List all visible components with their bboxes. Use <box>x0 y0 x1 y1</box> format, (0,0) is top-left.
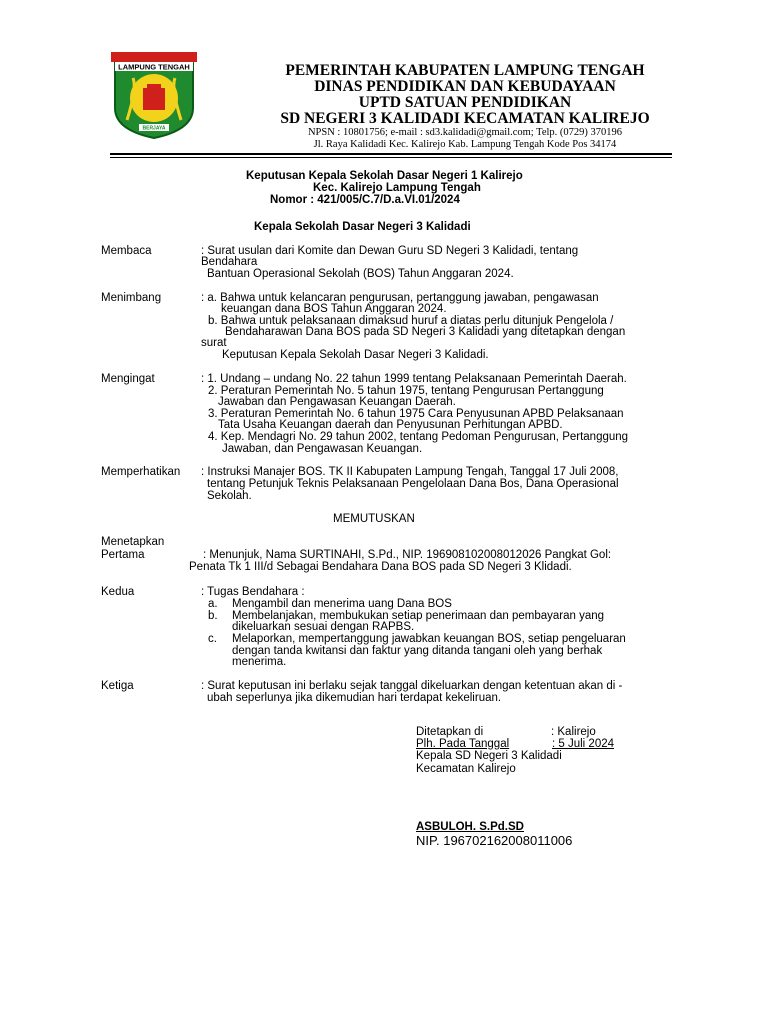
header-contact: NPSN : 10801756; e-mail : sd3.kalidadi@gmail.com; Telp. (0729) 370196 <box>307 127 623 138</box>
pertama-line: Penata Tk 1 III/d Sebagai Bendahara Dana BOS pada SD Negeri 3 Klidadi. <box>189 561 572 573</box>
membaca-line: : Surat usulan dari Komite dan Dewan Guru SD Negeri 3 Kalidadi, tentang <box>201 245 579 257</box>
lampung-tengah-logo <box>107 48 201 140</box>
menimbang-line: Keputusan Kepala Sekolah Dasar Negeri 3 Kalidadi. <box>222 349 489 361</box>
menimbang-line: b. Bahwa untuk pelaksanaan dimaksud huruf a diatas perlu ditunjuk Pengelola / <box>208 315 614 327</box>
kedua-item-line: Mengambil dan menerima uang Dana BOS <box>232 598 452 610</box>
signatory-nip: NIP. 196702162008011006 <box>416 833 573 848</box>
title-line2: Kec. Kalirejo Lampung Tengah <box>313 182 481 194</box>
header-line1: PEMERINTAH KABUPATEN LAMPUNG TENGAH <box>285 62 645 79</box>
kedua-item-line: Membelanjakan, membukukan setiap penerimaan dan pembayaran yang <box>232 610 605 622</box>
ketiga-label: Ketiga <box>101 680 134 692</box>
title-line1: Keputusan Kepala Sekolah Dasar Negeri 1 Kalirejo <box>246 170 523 182</box>
ketiga-line: : Surat keputusan ini berlaku sejak tanggal dikeluarkan dengan ketentuan akan di - <box>201 680 623 692</box>
tanggal-label: Plh. Pada Tanggal <box>416 738 510 750</box>
header-address: Jl. Raya Kalidadi Kec. Kalirejo Kab. Lampung Tengah Kode Pos 34174 <box>313 139 617 150</box>
menimbang-line: surat <box>201 337 227 349</box>
kedua-intro: : Tugas Bendahara : <box>201 586 305 598</box>
header-divider-thick <box>110 153 672 155</box>
mengingat-line: Tata Usaha Keuangan daerah dan Penyusunan Perhitungan APBD. <box>218 419 563 431</box>
position-line2: Kecamatan Kalirejo <box>416 763 516 775</box>
position-line1: Kepala SD Negeri 3 Kalidadi <box>416 750 562 762</box>
memperhatikan-line: Sekolah. <box>207 490 252 502</box>
header-divider-thin <box>110 157 672 158</box>
memutuskan-heading: MEMUTUSKAN <box>333 513 415 525</box>
memperhatikan-label: Memperhatikan <box>101 466 181 478</box>
memperhatikan-line: tentang Petunjuk Teknis Pelaksanaan Pengelolaan Dana Bos, Dana Operasional <box>207 478 619 490</box>
tanggal-row <box>416 738 614 750</box>
kedua-item-mark: c. <box>208 633 217 645</box>
menimbang-label: Menimbang <box>101 292 162 304</box>
kedua-item-line: Melaporkan, mempertanggung jawabkan keuangan BOS, setiap pengeluaran <box>232 633 626 645</box>
mengingat-line: 2. Peraturan Pemerintah No. 5 tahun 1975, tentang Pengurusan Pertanggung <box>208 385 604 397</box>
kedua-item-line: dengan tanda kwitansi dan faktur yang ditanda tangani oleh yang berhak <box>232 645 603 657</box>
header-line3: UPTD SATUAN PENDIDIKAN <box>358 94 572 111</box>
menetapkan-label: Menetapkan <box>101 536 165 548</box>
mengingat-label: Mengingat <box>101 373 155 385</box>
kedua-label: Kedua <box>101 586 135 598</box>
tanggal-value: : 5 Juli 2024 <box>552 738 615 750</box>
kedua-item-mark: a. <box>208 598 218 610</box>
lampung-tengah-crest-icon <box>107 48 201 140</box>
memperhatikan-line: : Instruksi Manajer BOS. TK II Kabupaten Lampung Tengah, Tanggal 17 Juli 2008, <box>201 466 619 478</box>
header-line4: SD NEGERI 3 KALIDADI KECAMATAN KALIREJO <box>280 110 650 127</box>
membaca-label: Membaca <box>101 245 152 257</box>
ketiga-line: ubah seperlunya jika dikemudian hari terdapat kekeliruan. <box>207 692 502 704</box>
mengingat-line: Jawaban dan Pengawasan Keuangan Daerah. <box>218 396 456 408</box>
mengingat-line: : 1. Undang – undang No. 22 tahun 1999 tentang Pelaksanaan Pemerintah Daerah. <box>201 373 627 385</box>
kedua-item-mark: b. <box>208 610 218 622</box>
mengingat-line: 3. Peraturan Pemerintah No. 6 tahun 1975 Cara Penyusunan APBD Pelaksanaan <box>208 408 624 420</box>
pertama-label: Pertama <box>101 549 145 561</box>
kedua-item-line: dikeluarkan sesuai dengan RAPBS. <box>232 621 415 633</box>
mengingat-line: 4. Kep. Mendagri No. 29 tahun 2002, tentang Pedoman Pengurusan, Pertanggung <box>208 431 629 443</box>
title-subtitle: Kepala Sekolah Dasar Negeri 3 Kalidadi <box>254 221 471 233</box>
logo-motto: BERJAYA <box>142 125 166 132</box>
menimbang-line: Bendaharawan Dana BOS pada SD Negeri 3 Kalidadi yang ditetapkan dengan <box>225 326 626 338</box>
menimbang-line: keuangan dana BOS Tahun Anggaran 2024. <box>221 303 447 315</box>
membaca-line: Bendahara <box>201 256 258 268</box>
title-line3: Nomor : 421/005/C.7/D.a.VI.01/2024 <box>270 194 460 206</box>
ditetapkan-label: Ditetapkan di <box>416 726 484 738</box>
membaca-line: Bantuan Operasional Sekolah (BOS) Tahun Anggaran 2024. <box>207 268 514 280</box>
header-line2: DINAS PENDIDIKAN DAN KEBUDAYAAN <box>314 78 616 95</box>
menimbang-line: : a. Bahwa untuk kelancaran pengurusan, pertanggung jawaban, pengawasan <box>201 292 599 304</box>
mengingat-line: Jawaban, dan Pengawasan Keuangan. <box>222 443 423 455</box>
pertama-line: : Menunjuk, Nama SURTINAHI, S.Pd., NIP. 196908102008012026 Pangkat Gol: <box>203 549 612 561</box>
ditetapkan-value: : Kalirejo <box>551 726 596 738</box>
kedua-item-line: menerima. <box>232 656 287 668</box>
signatory-name: ASBULOH. S.Pd.SD <box>416 821 524 833</box>
logo-banner-text: LAMPUNG TENGAH <box>118 62 190 72</box>
